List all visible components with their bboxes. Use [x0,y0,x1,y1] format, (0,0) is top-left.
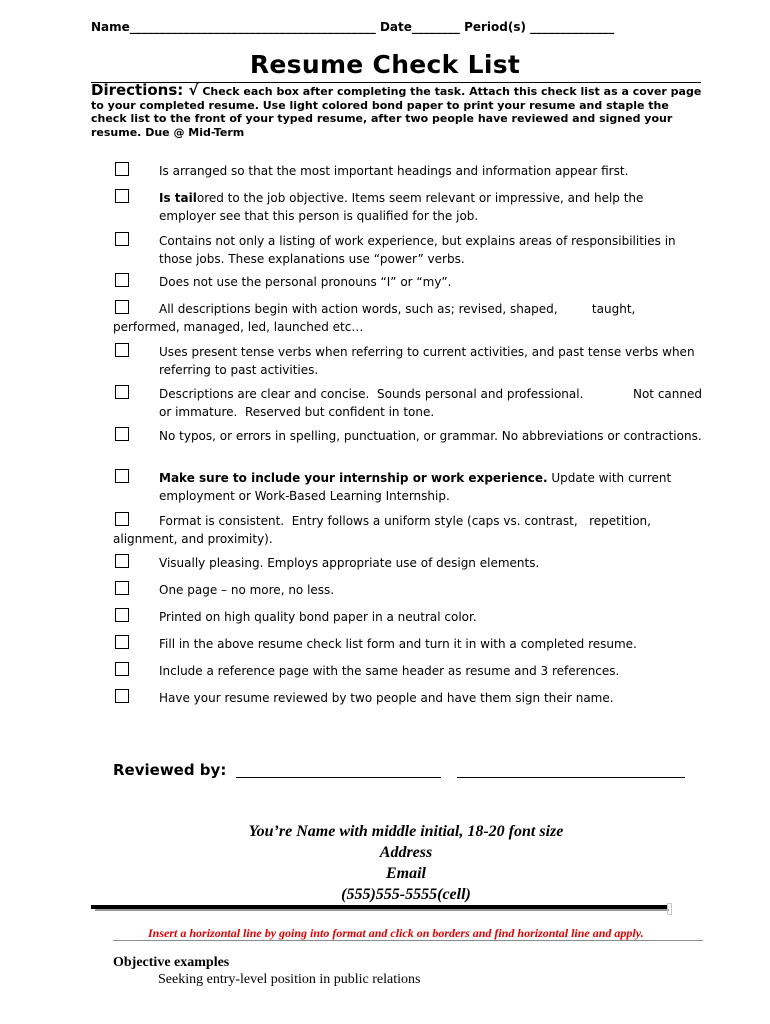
checklist-item [113,301,703,336]
checklist-item-text: Contains not only a listing of work experience, but explains areas of responsibilities in those jobs. These explanations use “power” verbs. [159,234,676,266]
checklist-item [113,663,703,681]
checkbox[interactable] [115,662,129,676]
checkbox[interactable] [115,427,129,441]
page-title: Resume Check List [249,50,521,79]
thin-divider [113,940,703,941]
directions-label: Directions: √ [91,81,199,99]
checklist-item [113,344,703,379]
resize-handle-icon [667,903,672,915]
horizontal-rule-shadow [95,909,669,911]
signature-line-1[interactable] [236,777,441,778]
checkbox[interactable] [115,343,129,357]
checklist-item [113,233,703,268]
checklist-item-bold-text: Is tail [159,191,197,205]
checkbox[interactable] [115,300,129,314]
student-info-line: Name_________________________________________ Date________ Period(s) ______________ [91,20,615,34]
checklist-item [113,609,703,627]
contact-email: Email [385,865,426,882]
checkbox[interactable] [115,512,129,526]
objective-example: Seeking entry-level position in public relations [158,972,421,987]
checkbox[interactable] [115,689,129,703]
checkbox[interactable] [115,608,129,622]
checklist-item-text: Uses present tense verbs when referring to current activities, and past tense verbs when referring to past activities. [159,345,695,377]
checklist-item [113,163,703,181]
checkbox[interactable] [115,232,129,246]
checklist-item [113,428,703,446]
checklist-item-text: Is arranged so that the most important headings and information appear first. [159,164,629,178]
checklist-item [113,190,703,225]
contact-address: Address [379,844,433,861]
checklist-item-text: One page – no more, no less. [159,583,335,597]
checkbox[interactable] [115,581,129,595]
checklist-item-text: No typos, or errors in spelling, punctuation, or grammar. No abbreviations or contractions. [159,429,702,443]
checklist-item-text [113,470,703,505]
checkbox[interactable] [115,385,129,399]
checklist-item [113,513,703,548]
checklist-item [113,582,703,600]
checklist-item-text: Descriptions are clear and concise. Sounds personal and professional. Not canned or immature. Reserved but confident in tone. [159,387,706,419]
checklist-item-rest-text: ored to the job objective. Items seem relevant or impressive, and help the employer see that this person is qualified for the job. [159,191,644,223]
checkbox[interactable] [115,273,129,287]
checklist-item-text: Fill in the above resume check list form and turn it in with a completed resume. [159,637,637,651]
checkbox[interactable] [115,469,129,483]
checklist-item-text: Format is consistent. Entry follows a uniform style (caps vs. contrast, repetition, alignment, and proximity). [113,514,655,546]
checklist-item [113,636,703,654]
checkbox[interactable] [115,554,129,568]
checklist-item [113,690,703,708]
checklist-item-text: Have your resume reviewed by two people and have them sign their name. [159,691,614,705]
contact-name: You’re Name with middle initial, 18-20 font size [248,823,564,840]
checklist-item-rest-text: Update with current employment or Work-Based Learning Internship. [159,471,672,503]
checklist-item [113,274,703,292]
instruction-note: Insert a horizontal line by going into format and click on borders and find horizontal line and apply. [148,926,644,940]
checklist-item-text: Printed on high quality bond paper in a neutral color. [159,610,477,624]
objective-heading: Objective examples [113,955,230,970]
checklist-item-text: Does not use the personal pronouns “I” or “my”. [159,275,452,289]
checkbox[interactable] [115,189,129,203]
contact-block [0,821,770,905]
checklist-item-text [113,190,703,225]
checklist-item [113,555,703,573]
checklist-item-text: Visually pleasing. Employs appropriate use of design elements. [159,556,540,570]
checklist-item-bold-text: Make sure to include your internship or work experience. [159,471,548,485]
checkbox[interactable] [115,635,129,649]
signature-line-2[interactable] [457,777,685,778]
checklist-item [113,470,703,505]
checklist-item [113,386,706,421]
contact-phone: (555)555-5555(cell) [341,886,471,903]
directions-paragraph [91,81,703,139]
directions-text: Check each box after completing the task. Attach this check list as a cover page to your completed resume. Use light colored bond paper to print your resume and staple the check list to the front of your typed resume, after two people have reviewed and signed your resume. Due @ Mid-Term [91,85,702,139]
checkbox[interactable] [115,162,129,176]
checklist-item-text: Include a reference page with the same header as resume and 3 references. [159,664,620,678]
reviewed-by-label: Reviewed by: [113,761,227,779]
checklist-item-text: All descriptions begin with action words, such as; revised, shaped, taught, performed, managed, led, launched etc… [113,302,640,334]
